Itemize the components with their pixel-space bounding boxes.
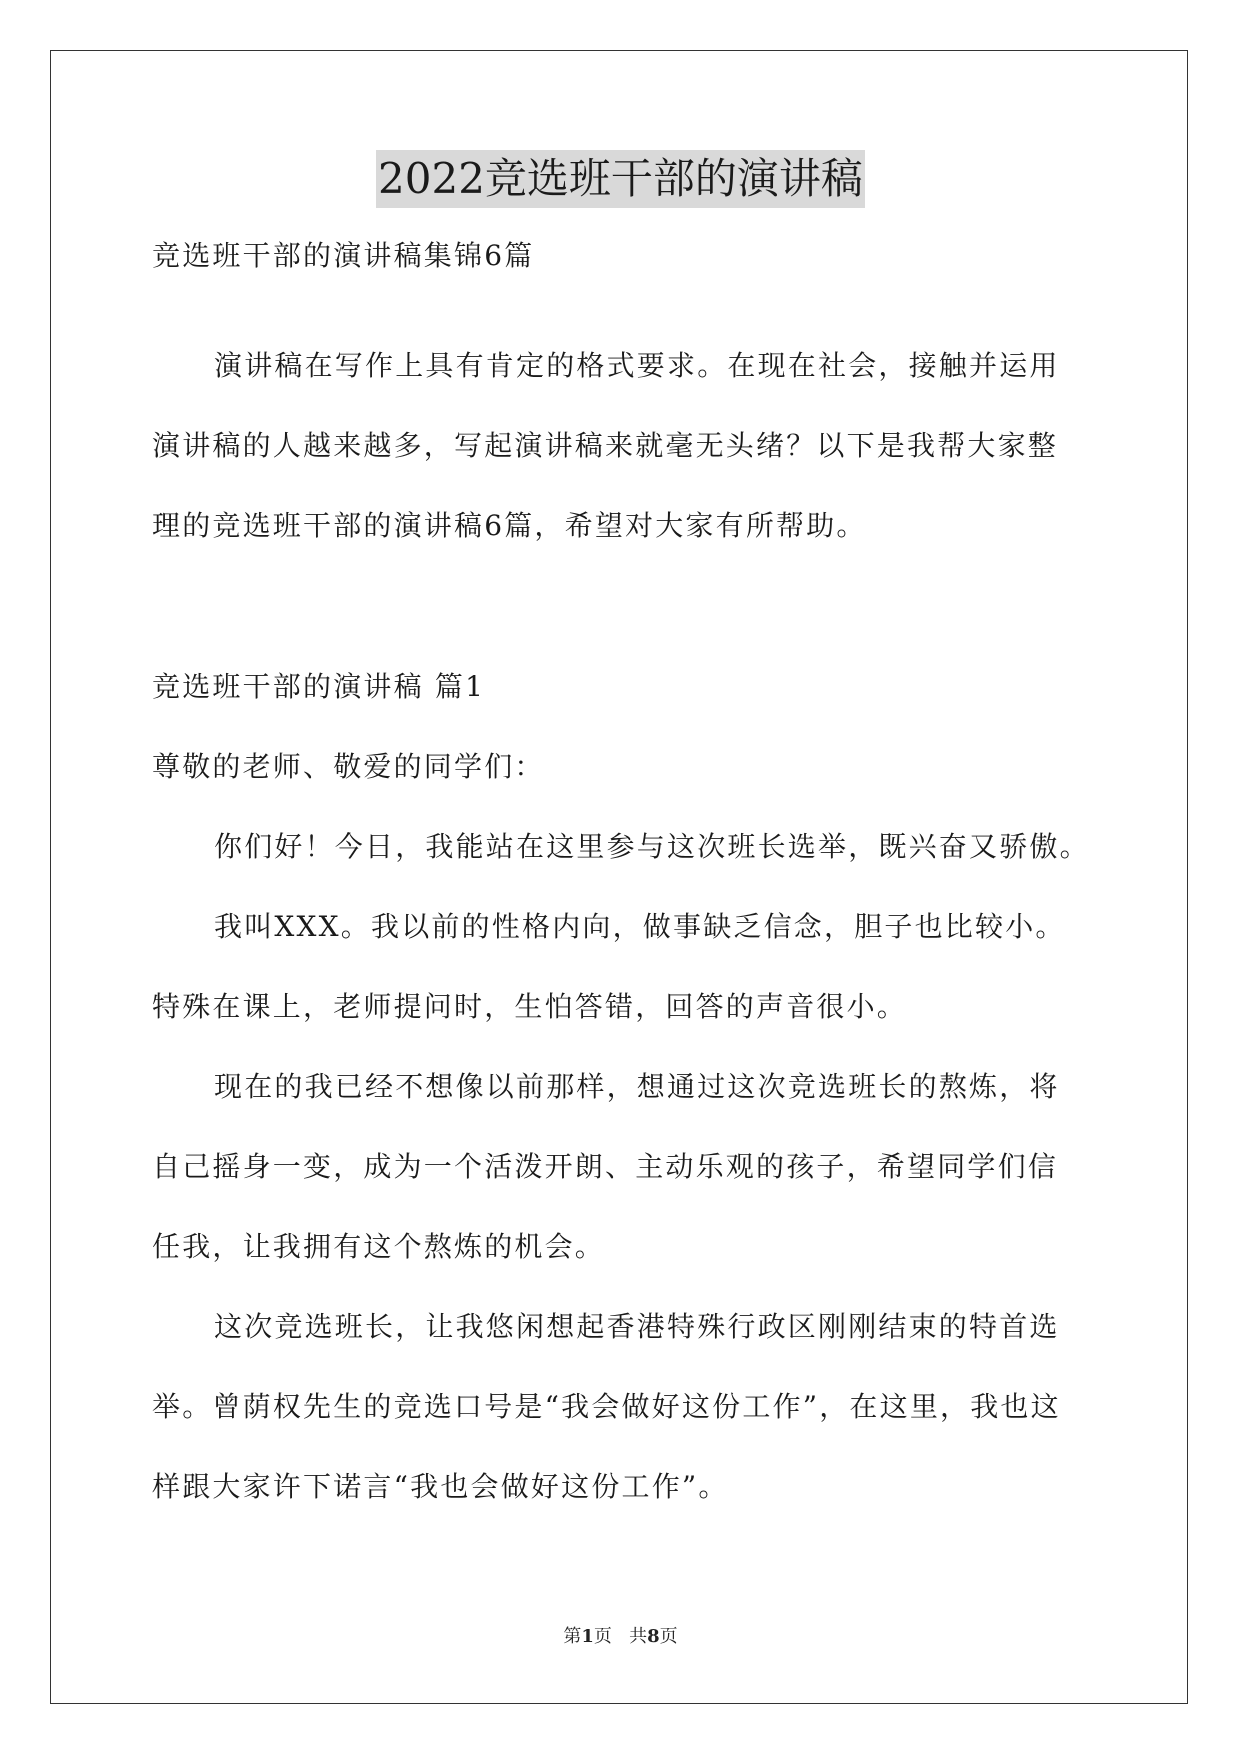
footer-suffix: 页: [659, 1626, 678, 1647]
footer-prefix: 第: [563, 1626, 582, 1647]
paragraph-line: 理的竞选班干部的演讲稿6篇，希望对大家有所帮助。: [152, 509, 867, 542]
footer-mid: 页 共: [593, 1626, 648, 1647]
title-container: [0, 150, 1241, 208]
page-border: [50, 50, 1188, 1704]
current-page-number: 1: [581, 1626, 594, 1647]
page-footer: [0, 1625, 1241, 1649]
salutation-line: 尊敬的老师、敬爱的同学们：: [152, 750, 545, 783]
subtitle-line: 竞选班干部的演讲稿集锦6篇: [152, 239, 535, 272]
paragraph-line: 自己摇身一变，成为一个活泼开朗、主动乐观的孩子，希望同学们信: [152, 1150, 1059, 1183]
paragraph-line: 演讲稿的人越来越多，写起演讲稿来就毫无头绪？以下是我帮大家整: [152, 429, 1059, 462]
section-heading: 竞选班干部的演讲稿 篇1: [152, 670, 486, 703]
paragraph-line: 我叫XXX。我以前的性格内向，做事缺乏信念，胆子也比较小。: [214, 910, 1066, 943]
total-pages-number: 8: [647, 1626, 660, 1647]
document-title: 2022竞选班干部的演讲稿: [376, 150, 865, 208]
paragraph-line: 你们好！今日，我能站在这里参与这次班长选举，既兴奋又骄傲。: [214, 830, 1090, 863]
paragraph-line: 现在的我已经不想像以前那样，想通过这次竞选班长的熬炼，将: [214, 1070, 1060, 1103]
paragraph-line: 演讲稿在写作上具有肯定的格式要求。在现在社会，接触并运用: [214, 349, 1060, 382]
paragraph-line: 任我，让我拥有这个熬炼的机会。: [152, 1230, 606, 1263]
paragraph-line: 样跟大家许下诺言“我也会做好这份工作”。: [152, 1470, 729, 1503]
paragraph-line: 这次竞选班长，让我悠闲想起香港特殊行政区刚刚结束的特首选: [214, 1310, 1060, 1343]
paragraph-line: 举。曾荫权先生的竞选口号是“我会做好这份工作”，在这里，我也这: [152, 1390, 1061, 1423]
paragraph-line: 特殊在课上，老师提问时，生怕答错，回答的声音很小。: [152, 990, 908, 1023]
